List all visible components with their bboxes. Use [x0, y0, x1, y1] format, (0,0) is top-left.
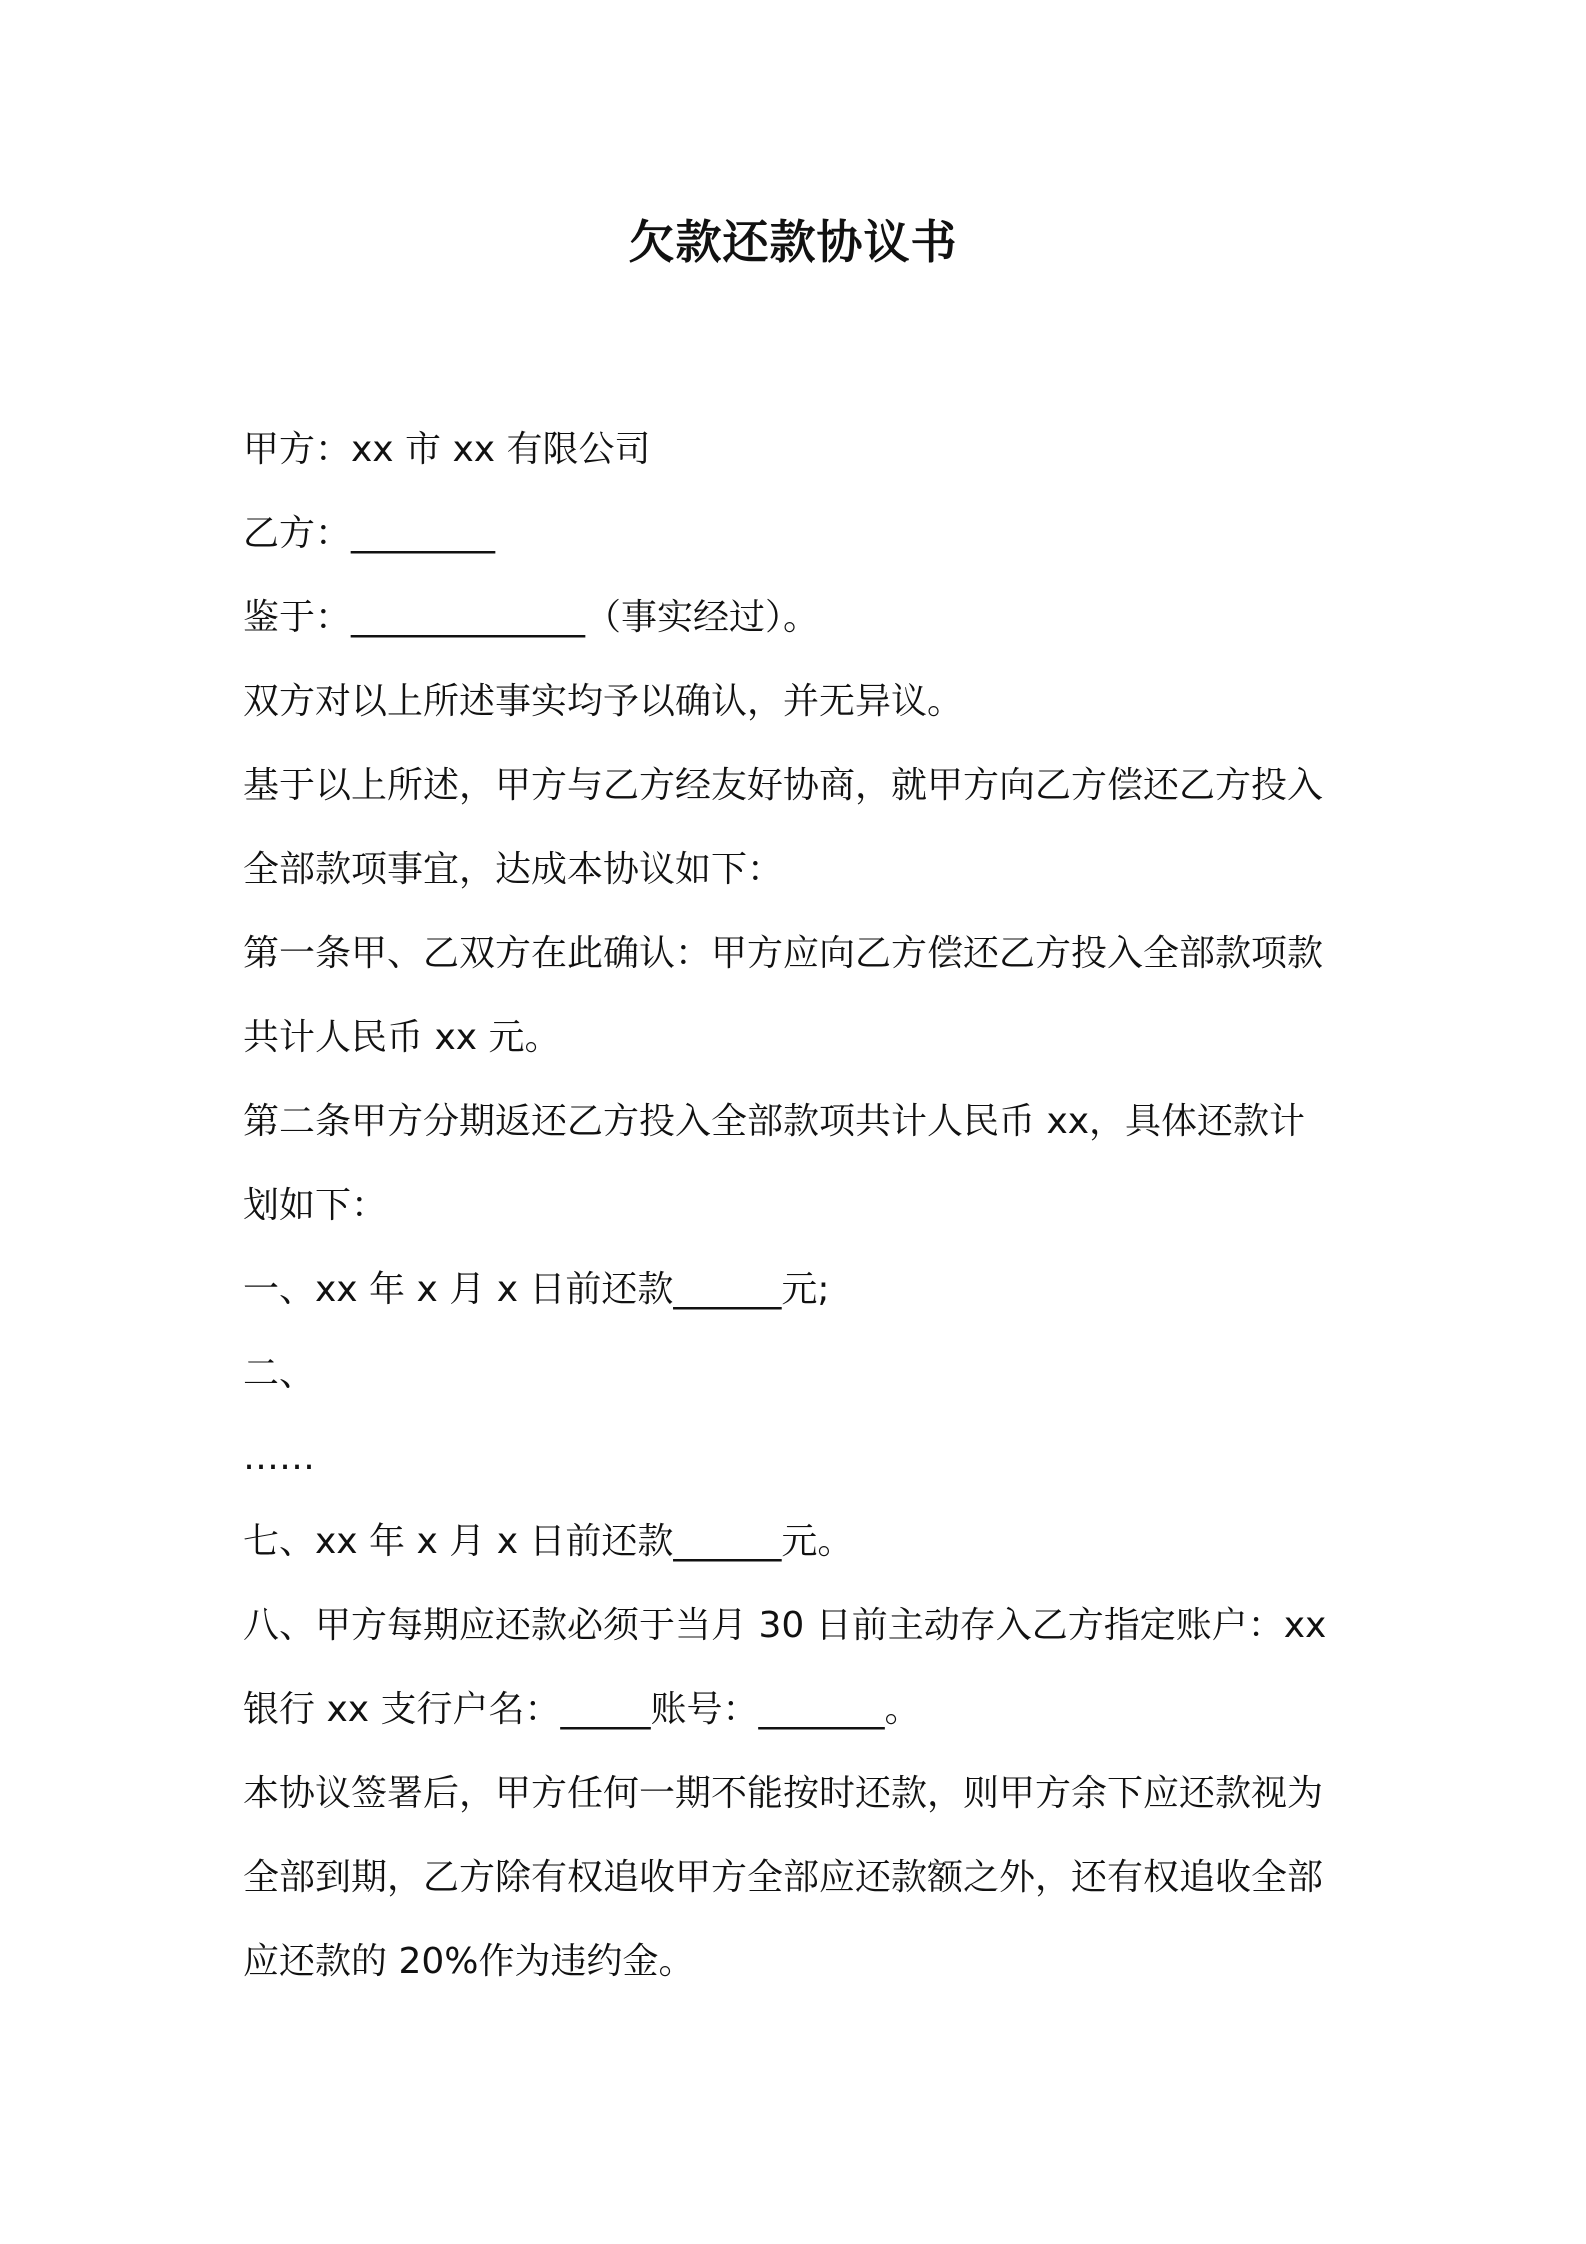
document-body	[243, 408, 1358, 2004]
installment-7-line: 七、xx 年 x 月 x 日前还款______元。	[243, 1521, 854, 1562]
agreement-intro-line-1: 基于以上所述，甲方与乙方经友好协商，就甲方向乙方偿还乙方投入	[243, 765, 1324, 806]
party-b-line: 乙方：________	[243, 513, 496, 554]
default-clause-line-3: 应还款的 20%作为违约金。	[243, 1941, 695, 1982]
document-title: 欠款还款协议书	[628, 215, 958, 269]
payment-account-line-2: 银行 xx 支行户名：_____账号：_______。	[243, 1689, 921, 1730]
payment-account-line-1: 八、甲方每期应还款必须于当月 30 日前主动存入乙方指定账户：xx	[243, 1605, 1327, 1646]
article-2-line-2: 划如下：	[243, 1185, 388, 1226]
confirmation-line: 双方对以上所述事实均予以确认，并无异议。	[243, 681, 964, 722]
default-clause-line-1: 本协议签署后，甲方任何一期不能按时还款，则甲方余下应还款视为	[243, 1773, 1324, 1814]
party-a-line: 甲方：xx 市 xx 有限公司	[243, 429, 651, 470]
article-1-line-2: 共计人民币 xx 元。	[243, 1017, 561, 1058]
installment-1-line: 一、xx 年 x 月 x 日前还款______元;	[243, 1269, 830, 1310]
ellipsis-line: ……	[243, 1437, 315, 1478]
installment-2-line: 二、	[243, 1353, 316, 1394]
article-2-line-1: 第二条甲方分期返还乙方投入全部款项共计人民币 xx，具体还款计	[243, 1101, 1306, 1142]
agreement-intro-line-2: 全部款项事宜，达成本协议如下：	[243, 849, 784, 890]
whereas-line: 鉴于：_____________（事实经过）。	[243, 597, 820, 638]
default-clause-line-2: 全部到期，乙方除有权追收甲方全部应还款额之外，还有权追收全部	[243, 1857, 1324, 1898]
article-1-line-1: 第一条甲、乙双方在此确认：甲方应向乙方偿还乙方投入全部款项款	[243, 933, 1324, 974]
